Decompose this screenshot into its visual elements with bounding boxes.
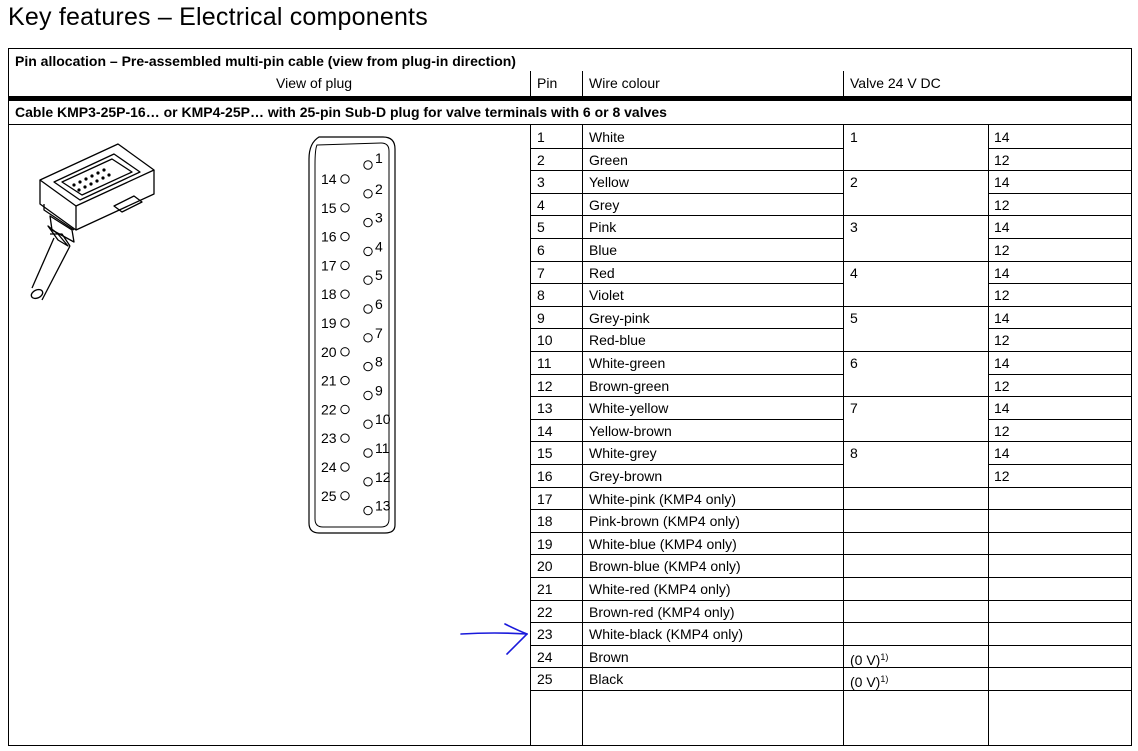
row-rule <box>530 351 843 352</box>
row-rule <box>530 238 843 239</box>
pin-number: 12 <box>537 377 553 394</box>
row-rule <box>988 193 1132 194</box>
coil-number: 14 <box>994 400 1010 417</box>
pin-number: 20 <box>537 558 553 575</box>
plug-pin-hole <box>341 463 349 471</box>
row-rule <box>843 554 988 555</box>
plug-pin-hole <box>341 405 349 413</box>
valve-number <box>850 671 888 690</box>
pin-number: 18 <box>537 513 553 530</box>
row-rule <box>530 170 843 171</box>
row-rule <box>843 600 988 601</box>
coil-number: 12 <box>994 196 1010 213</box>
row-rule <box>988 328 1132 329</box>
pin-number: 22 <box>537 603 553 620</box>
wire-colour: Red-blue <box>589 332 646 349</box>
row-rule <box>530 577 843 578</box>
coil-number: 12 <box>994 468 1010 484</box>
row-rule <box>530 690 1132 691</box>
row-rule <box>988 306 1132 307</box>
coil-number: 14 <box>994 129 1010 145</box>
plug-pin-label: 19 <box>321 315 337 331</box>
header-wire-colour: Wire colour <box>589 75 660 91</box>
plug-pin-label: 20 <box>321 343 337 360</box>
row-rule <box>988 374 1132 375</box>
plug-pin-hole <box>341 204 349 212</box>
header-view-of-plug: View of plug <box>276 75 353 91</box>
row-rule <box>843 487 988 488</box>
row-rule <box>843 622 988 623</box>
row-rule <box>988 238 1132 239</box>
plug-pin-hole <box>341 232 349 240</box>
plug-pin-label: 24 <box>321 459 337 475</box>
row-rule <box>530 328 843 329</box>
plug-pin-hole <box>364 190 372 198</box>
plug-pin-hole <box>364 391 372 399</box>
plug-pin-label: 12 <box>375 468 391 485</box>
plug-pin-label: 2 <box>375 180 383 197</box>
row-rule <box>988 170 1132 171</box>
row-rule <box>988 441 1132 442</box>
valve-number <box>850 219 858 235</box>
row-rule <box>530 261 843 262</box>
valve-number <box>850 265 858 281</box>
cable-title: Cable KMP3-25P-16… or KMP4-25P… with 25-pin Sub-D plug for valve terminals with 6 or 8 valves <box>15 104 667 120</box>
row-rule <box>843 261 988 262</box>
coil-number: 14 <box>994 219 1010 236</box>
pin-number: 16 <box>537 468 553 484</box>
plug-pin-hole <box>364 276 372 284</box>
section-title: Pin allocation – Pre-assembled multi-pin cable (view from plug-in direction) <box>15 53 516 69</box>
plug-pin-label: 21 <box>321 372 337 389</box>
row-rule <box>530 419 843 420</box>
wire-colour: White-green <box>589 355 666 371</box>
sub-d-plug-diagram <box>305 135 397 535</box>
pin-number: 3 <box>537 174 545 191</box>
valve-number <box>850 310 858 326</box>
coil-number: 14 <box>994 309 1010 326</box>
coil-number: 14 <box>994 445 1010 462</box>
wire-colour: Brown-blue (KMP4 only) <box>589 558 741 575</box>
pin-number: 15 <box>537 445 553 462</box>
wire-colour: Violet <box>589 287 624 304</box>
plug-pin-hole <box>364 218 372 226</box>
row-rule <box>530 532 843 533</box>
plug-pin-label: 22 <box>321 401 337 418</box>
plug-pin-label: 18 <box>321 286 337 303</box>
header-valve: Valve 24 V DC <box>850 75 941 91</box>
valve-value: (0 V) <box>850 651 881 668</box>
coil-number: 12 <box>994 287 1010 304</box>
plug-pin-label: 13 <box>375 497 391 514</box>
coil-number: 12 <box>994 422 1010 439</box>
row-rule <box>988 600 1132 601</box>
valve-value: 1 <box>850 129 858 145</box>
row-rule <box>530 622 843 623</box>
plug-pin-label: 25 <box>321 487 337 504</box>
row-rule <box>843 351 988 352</box>
footnote-marker: 1) <box>880 651 889 662</box>
coil-number: 14 <box>994 355 1010 371</box>
footnote-marker: 1) <box>880 674 889 685</box>
row-rule <box>530 193 843 194</box>
plug-pin-label: 5 <box>375 267 383 284</box>
plug-pin-hole <box>364 449 372 457</box>
plug-pin-hole <box>364 362 372 370</box>
row-rule <box>530 600 843 601</box>
wire-colour: Yellow-brown <box>589 422 672 439</box>
valve-number <box>850 355 858 371</box>
plug-pin-hole <box>364 305 372 313</box>
pin-number: 14 <box>537 422 553 439</box>
row-rule <box>988 351 1132 352</box>
wire-colour: White-pink (KMP4 only) <box>589 490 737 507</box>
row-rule <box>530 509 843 510</box>
wire-colour: Pink <box>589 219 617 236</box>
cable-connector-illustration <box>14 130 174 310</box>
plug-pin-hole <box>341 290 349 298</box>
plug-pin-label: 23 <box>321 430 337 447</box>
plug-pin-hole <box>341 492 349 500</box>
row-rule <box>530 148 843 149</box>
wire-colour: White-blue (KMP4 only) <box>589 535 737 552</box>
row-rule <box>843 667 988 668</box>
row-rule <box>988 215 1132 216</box>
valve-value: 2 <box>850 174 858 191</box>
valve-value: 4 <box>850 264 858 281</box>
valve-number <box>850 649 888 668</box>
wire-colour: Brown <box>589 648 629 665</box>
row-rule <box>988 283 1132 284</box>
wire-colour: Grey <box>589 196 620 213</box>
plug-pin-label: 1 <box>375 150 383 166</box>
wire-colour: Green <box>589 151 628 168</box>
coil-number: 14 <box>994 174 1010 191</box>
plug-pin-label: 14 <box>321 171 337 187</box>
row-rule <box>843 215 988 216</box>
plug-pin-label: 11 <box>375 440 390 456</box>
pin-number: 17 <box>537 490 553 507</box>
row-rule <box>530 306 843 307</box>
pin-number: 13 <box>537 400 553 417</box>
plug-pin-hole <box>364 478 372 486</box>
coil-number: 12 <box>994 332 1010 349</box>
plug-pin-label: 17 <box>321 257 337 274</box>
pin-number: 4 <box>537 196 545 213</box>
plug-pin-label: 16 <box>321 228 337 245</box>
row-rule <box>530 441 843 442</box>
plug-pin-hole <box>364 247 372 255</box>
wire-colour: Brown-green <box>589 377 670 394</box>
valve-number <box>850 174 858 190</box>
row-rule <box>843 509 988 510</box>
row-rule <box>530 645 843 646</box>
wire-colour: White-grey <box>589 445 657 462</box>
pin-number: 8 <box>537 287 545 304</box>
pin-number: 10 <box>537 332 553 349</box>
valve-number <box>850 400 858 416</box>
plug-pin-hole <box>341 376 349 384</box>
plug-pin-hole <box>364 161 372 169</box>
row-rule <box>530 667 843 668</box>
plug-pin-hole <box>364 420 372 428</box>
header-divider <box>8 96 1132 101</box>
wire-colour: Pink-brown (KMP4 only) <box>589 513 740 530</box>
valve-value: 6 <box>850 355 858 371</box>
row-rule <box>988 509 1132 510</box>
pin-number: 2 <box>537 151 545 168</box>
pin-number: 24 <box>537 648 553 665</box>
row-rule <box>843 170 988 171</box>
plug-pin-hole <box>364 506 372 514</box>
wire-colour: White-red (KMP4 only) <box>589 581 731 597</box>
valve-number <box>850 129 858 145</box>
coil-number: 14 <box>994 264 1010 281</box>
wire-colour: White <box>589 129 625 145</box>
valve-value: 8 <box>850 445 858 462</box>
page-title: Key features – Electrical components <box>8 3 428 31</box>
row-rule <box>530 396 843 397</box>
row-rule <box>988 577 1132 578</box>
coil-number: 12 <box>994 151 1010 168</box>
row-rule <box>843 306 988 307</box>
wire-colour: Blue <box>589 242 618 258</box>
pin-number: 11 <box>537 355 552 371</box>
row-rule <box>530 487 843 488</box>
pin-number: 25 <box>537 671 553 688</box>
valve-value: 7 <box>850 400 858 417</box>
plug-pin-label: 6 <box>375 296 383 312</box>
row-rule <box>843 645 988 646</box>
valve-number <box>850 445 858 461</box>
pin-number: 6 <box>537 242 545 258</box>
valve-value: 5 <box>850 309 858 326</box>
wire-colour: Grey-pink <box>589 309 650 326</box>
plug-pin-label: 7 <box>375 324 383 341</box>
wire-colour: Black <box>589 671 624 688</box>
plug-pin-label: 10 <box>375 411 391 428</box>
plug-pin-hole <box>341 261 349 269</box>
pin-number: 1 <box>537 129 545 145</box>
coil-number: 12 <box>994 242 1010 258</box>
pin-number: 19 <box>537 535 553 552</box>
row-rule <box>988 148 1132 149</box>
row-rule <box>988 419 1132 420</box>
row-rule <box>988 261 1132 262</box>
row-rule <box>988 667 1132 668</box>
pin-number: 9 <box>537 309 545 326</box>
row-rule <box>988 554 1132 555</box>
row-rule <box>530 283 843 284</box>
row-rule <box>843 532 988 533</box>
wire-colour: White-yellow <box>589 400 669 417</box>
row-rule <box>988 396 1132 397</box>
valve-value: 3 <box>850 219 858 236</box>
row-rule <box>843 577 988 578</box>
pin-number: 23 <box>537 626 553 643</box>
coil-number: 12 <box>994 377 1010 394</box>
wire-colour: Red <box>589 264 615 281</box>
plug-pin-label: 3 <box>375 209 383 226</box>
wire-colour: Yellow <box>589 174 629 191</box>
row-rule <box>843 396 988 397</box>
row-rule <box>988 487 1132 488</box>
valve-value: (0 V) <box>850 674 881 691</box>
row-rule <box>843 441 988 442</box>
plug-pin-label: 9 <box>375 382 383 399</box>
plug-pin-label: 8 <box>375 353 383 370</box>
plug-pin-hole <box>341 434 349 442</box>
row-rule <box>530 215 843 216</box>
pin-number: 21 <box>537 581 553 597</box>
annotation-arrow-icon <box>455 618 535 658</box>
plug-pin-hole <box>341 175 349 183</box>
pin-number: 7 <box>537 264 545 281</box>
header-pin: Pin <box>537 75 558 91</box>
pin-number: 5 <box>537 219 545 236</box>
plug-pin-label: 4 <box>375 238 383 255</box>
row-rule <box>988 464 1132 465</box>
row-rule <box>988 645 1132 646</box>
wire-colour: Brown-red (KMP4 only) <box>589 603 735 620</box>
plug-pin-hole <box>341 348 349 356</box>
row-rule <box>530 554 843 555</box>
row-rule <box>530 464 843 465</box>
plug-pin-label: 15 <box>321 199 337 216</box>
row-rule <box>988 532 1132 533</box>
plug-pin-hole <box>341 319 349 327</box>
row-rule <box>530 374 843 375</box>
wire-colour: Grey-brown <box>589 468 663 484</box>
row-rule <box>988 622 1132 623</box>
wire-colour: White-black (KMP4 only) <box>589 626 744 643</box>
plug-pin-hole <box>364 334 372 342</box>
